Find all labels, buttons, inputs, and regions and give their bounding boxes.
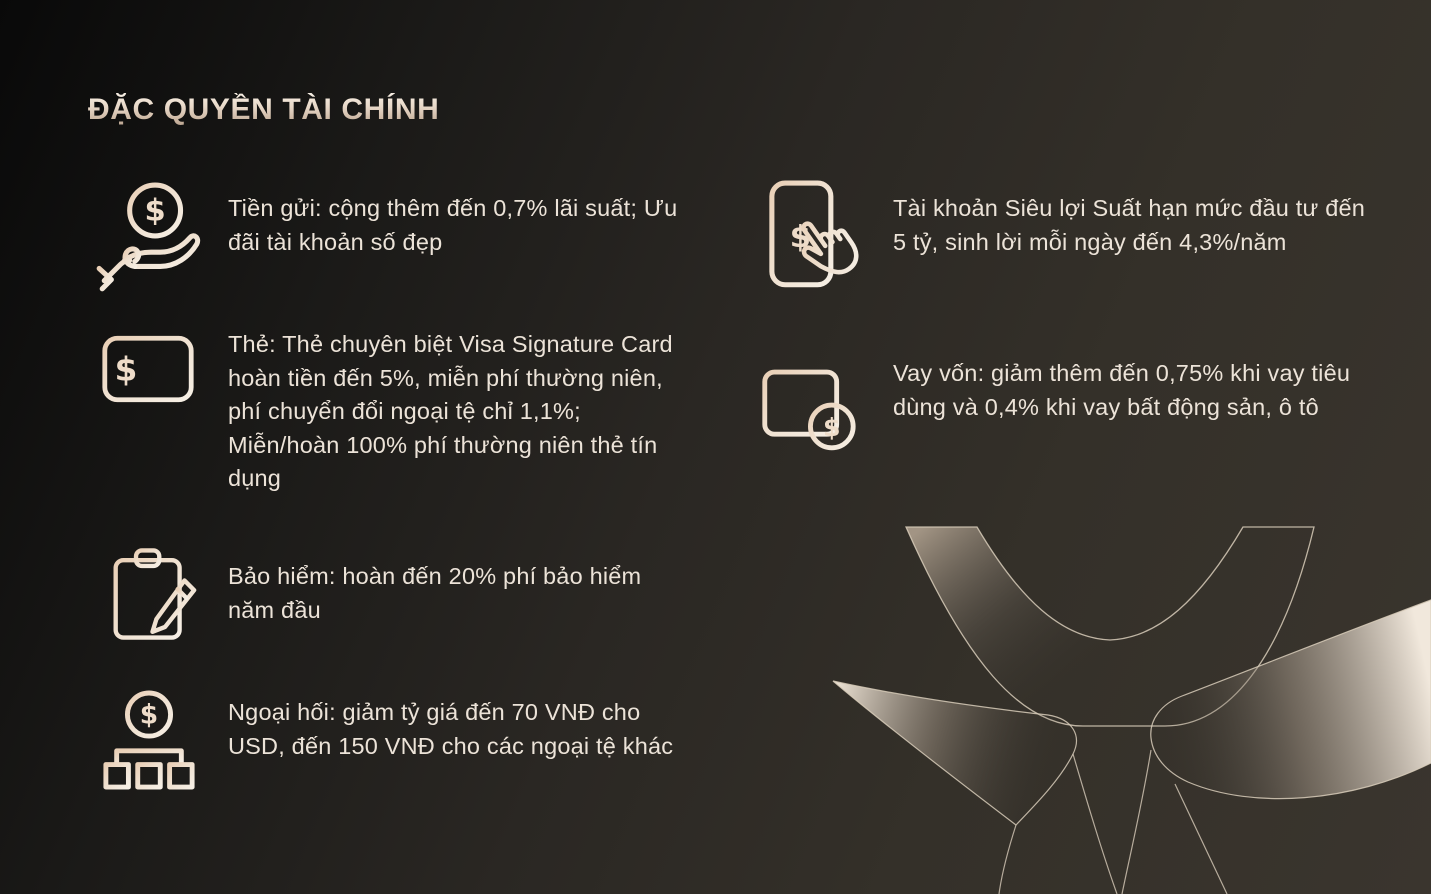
- benefit-insurance-text: Bảo hiểm: hoàn đến 20% phí bảo hiểm năm đầu: [228, 563, 642, 623]
- svg-text:$: $: [144, 193, 166, 229]
- hand-coin-icon: [96, 183, 202, 301]
- forex-network-icon: [100, 690, 198, 793]
- loan-calendar-icon: [757, 357, 859, 457]
- benefit-forex-text: Ngoại hối: giảm tỷ giá đến 70 VNĐ cho USD, đến 150 VNĐ cho các ngoại tệ khác: [228, 699, 674, 759]
- benefit-deposit-text: Tiền gửi: cộng thêm đến 0,7% lãi suất; Ưu đãi tài khoản số đẹp: [228, 195, 678, 255]
- svg-text:$: $: [139, 699, 159, 731]
- svg-text:$: $: [823, 413, 841, 443]
- phone-tap-icon: [760, 178, 860, 300]
- svg-text:$: $: [789, 220, 811, 256]
- benefit-loan-text: Vay vốn: giảm thêm đến 0,75% khi vay tiêu dùng và 0,4% khi vay bất động sản, ô tô: [893, 360, 1351, 420]
- brand-emblem: [830, 500, 1431, 894]
- page-title: ĐẶC QUYỀN TÀI CHÍNH: [88, 93, 440, 126]
- benefit-super-interest-text: Tài khoản Siêu lợi Suất hạn mức đầu tư đến 5 tỷ, sinh lời mỗi ngày đến 4,3%/năm: [893, 195, 1366, 255]
- insurance-clipboard-icon: [106, 546, 198, 644]
- credit-card-icon: [100, 330, 196, 408]
- svg-text:$: $: [114, 350, 138, 389]
- benefit-card-text: Thẻ: Thẻ chuyên biệt Visa Signature Card hoàn tiền đến 5%, miễn phí thường niên, phí chuyển đổi ngoại tệ chỉ 1,1%; Miễn/hoàn 100% phí thường niên thẻ tín dụng: [228, 331, 673, 492]
